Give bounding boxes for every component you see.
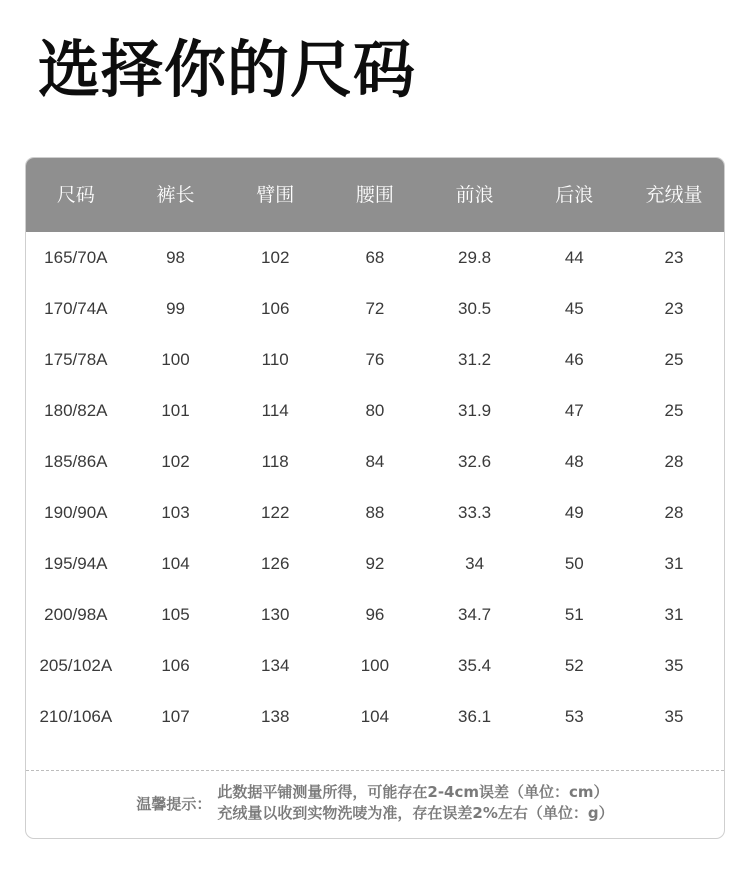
cell-fill-weight: 31 <box>664 554 684 573</box>
table-header-row <box>26 158 724 232</box>
cell-pant-length: 101 <box>161 401 190 420</box>
cell-back-rise: 44 <box>564 248 584 267</box>
cell-pant-length: 102 <box>161 452 190 471</box>
cell-size: 210/106A <box>39 707 113 726</box>
table-row <box>26 487 724 538</box>
cell-fill-weight: 28 <box>664 503 684 522</box>
cell-waist: 72 <box>365 299 385 318</box>
cell-back-rise: 53 <box>564 707 584 726</box>
header-size: 尺码 <box>56 184 95 206</box>
cell-back-rise: 46 <box>564 350 584 369</box>
cell-size: 170/74A <box>44 299 108 318</box>
cell-waist: 84 <box>365 452 385 471</box>
cell-size: 190/90A <box>44 503 108 522</box>
cell-arm-circumference: 138 <box>261 707 290 726</box>
cell-back-rise: 49 <box>564 503 584 522</box>
cell-front-rise: 34.7 <box>458 605 492 624</box>
cell-front-rise: 31.9 <box>458 401 492 420</box>
table-row <box>26 589 724 640</box>
cell-pant-length: 99 <box>166 299 185 318</box>
cell-size: 165/70A <box>44 248 108 267</box>
cell-waist: 104 <box>360 707 390 726</box>
cell-fill-weight: 23 <box>664 299 684 318</box>
cell-front-rise: 30.5 <box>458 299 492 318</box>
cell-fill-weight: 35 <box>664 707 684 726</box>
cell-fill-weight: 25 <box>664 401 684 420</box>
cell-fill-weight: 31 <box>664 605 684 624</box>
cell-arm-circumference: 126 <box>261 554 290 573</box>
cell-size: 200/98A <box>44 605 108 624</box>
note-lines <box>217 782 613 824</box>
cell-waist: 80 <box>365 401 385 420</box>
header-back-rise: 后浪 <box>555 184 594 206</box>
header-fill-weight: 充绒量 <box>645 184 703 206</box>
cell-back-rise: 48 <box>564 452 584 471</box>
cell-arm-circumference: 118 <box>261 452 289 471</box>
cell-arm-circumference: 102 <box>261 248 290 267</box>
footer-note <box>26 782 724 824</box>
note-label: 温馨提示： <box>136 794 212 813</box>
cell-size: 175/78A <box>44 350 108 369</box>
cell-size: 180/82A <box>44 401 108 420</box>
cell-front-rise: 33.3 <box>458 503 492 522</box>
cell-pant-length: 98 <box>166 248 185 267</box>
header-front-rise: 前浪 <box>455 184 494 206</box>
table-row <box>26 283 724 334</box>
table-row <box>26 436 724 487</box>
cell-arm-circumference: 130 <box>261 605 290 624</box>
cell-front-rise: 31.2 <box>458 350 492 369</box>
cell-size: 195/94A <box>44 554 108 573</box>
cell-waist: 68 <box>365 248 385 267</box>
cell-arm-circumference: 106 <box>261 299 290 318</box>
cell-pant-length: 103 <box>161 503 190 522</box>
header-pant-length: 裤长 <box>156 184 195 206</box>
cell-front-rise: 34 <box>465 554 485 573</box>
cell-fill-weight: 23 <box>664 248 684 267</box>
cell-pant-length: 104 <box>161 554 190 573</box>
cell-pant-length: 105 <box>161 605 190 624</box>
cell-arm-circumference: 114 <box>261 401 289 420</box>
cell-waist: 100 <box>360 656 390 675</box>
cell-pant-length: 106 <box>161 656 190 675</box>
cell-waist: 88 <box>365 503 385 522</box>
table-row <box>26 640 724 691</box>
cell-arm-circumference: 134 <box>261 656 290 675</box>
size-table <box>25 157 725 839</box>
cell-pant-length: 107 <box>161 707 190 726</box>
header-arm-circumference: 臂围 <box>256 184 295 206</box>
table-row <box>26 691 724 742</box>
cell-back-rise: 51 <box>564 605 584 624</box>
cell-front-rise: 32.6 <box>458 452 492 471</box>
table-row <box>26 538 724 589</box>
cell-front-rise: 35.4 <box>458 656 492 675</box>
cell-waist: 92 <box>365 554 385 573</box>
cell-front-rise: 29.8 <box>458 248 492 267</box>
cell-fill-weight: 35 <box>664 656 684 675</box>
cell-pant-length: 100 <box>161 350 190 369</box>
cell-fill-weight: 25 <box>664 350 684 369</box>
page-title: 选择你的尺码 <box>38 33 417 106</box>
cell-waist: 76 <box>365 350 385 369</box>
cell-arm-circumference: 122 <box>261 503 290 522</box>
footer-divider <box>26 770 724 771</box>
cell-back-rise: 47 <box>564 401 584 420</box>
cell-arm-circumference: 110 <box>261 350 289 369</box>
note-line-fill-weight: 充绒量以收到实物洗唛为准，存在误差2%左右（单位：g） <box>217 804 614 822</box>
cell-size: 205/102A <box>39 656 113 675</box>
note-line-measurement: 此数据平铺测量所得，可能存在2-4cm误差（单位：cm） <box>217 783 609 801</box>
table-body <box>26 232 724 742</box>
table-row <box>26 385 724 436</box>
table-row <box>26 232 724 283</box>
cell-fill-weight: 28 <box>664 452 684 471</box>
header-waist: 腰围 <box>355 184 394 206</box>
cell-back-rise: 45 <box>564 299 584 318</box>
cell-front-rise: 36.1 <box>458 707 492 726</box>
cell-size: 185/86A <box>44 452 108 471</box>
cell-back-rise: 52 <box>564 656 584 675</box>
cell-waist: 96 <box>365 605 385 624</box>
cell-back-rise: 50 <box>564 554 584 573</box>
table-row <box>26 334 724 385</box>
